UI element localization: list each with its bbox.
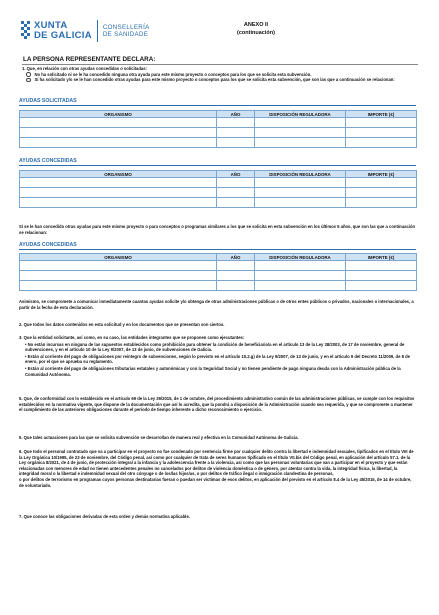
cell-input[interactable] — [255, 128, 346, 138]
cell-input[interactable] — [217, 188, 255, 198]
cell-input[interactable] — [217, 281, 255, 291]
cell-input[interactable] — [217, 138, 255, 148]
logo-name — [34, 21, 92, 41]
sub-item-tributarias: • Están al corriente del pago de obligaciones tributarias estatales y autonómicas y con la Seguridad Social y no tienen pendiente de pago ninguna deuda con la Administración pública de la Comunidad Autónoma. — [25, 365, 401, 377]
radio-yes-aid[interactable] — [26, 78, 31, 83]
option-yes-aid[interactable] — [26, 77, 412, 83]
col-organismo: ORGANISMO — [20, 254, 217, 261]
cell-input[interactable] — [346, 178, 417, 188]
declaration-item-6 — [19, 449, 417, 488]
cell-input[interactable] — [346, 281, 417, 291]
declaration-item-5a: 5. Que, de conformidad con lo establecido en el artículo 69 de la Ley 39/2015, de 1 de octubre, del procedimiento administrativo común de las administraciones públicas, se cumple con los requisitos establecidos en la normativa vigente, que dispone de la documentación que así lo acredita, que la pondrá a disposición de la Administración cuando sea requerida, y que se compromete a mantener el cumplimiento de las anteriores obligaciones durante el período de tiempo inherente a dicho reconocimiento o ejercicio. — [19, 396, 415, 413]
dept-line2: DE SANIDADE — [102, 31, 149, 38]
section-concedidas2-title: AYUDAS CONCEDIDAS — [19, 242, 77, 248]
cell-input[interactable] — [20, 178, 217, 188]
table-row — [20, 271, 417, 281]
cell-input[interactable] — [20, 281, 217, 291]
cell-input[interactable] — [346, 198, 417, 208]
sub-item-prohibitions: • No están incursas en ninguna de las supuestos establecidos como prohibición para obtener la condición de beneficiario/a en el artículo 13 de la Ley 38/2003, de 17 de noviembre, general de subvenciones, y en el artículo 10 de la Ley 9/2007, de 13 de junio, de subvenciones de Galicia. — [25, 341, 405, 353]
section-concedidas-rule — [19, 165, 416, 166]
col-ano: AÑO — [217, 254, 255, 261]
col-organismo: ORGANISMO — [20, 111, 217, 118]
cell-input[interactable] — [346, 261, 417, 271]
xunta-logo — [20, 20, 150, 42]
logo-separator — [97, 20, 98, 42]
annex-subtitle: (continuación) — [237, 30, 275, 36]
asimismo-text: Asimismo, se compromete a comunicar inmediatamente cuantas ayudas solicite y/o obtenga de otras administraciones públicas o de otros entes públicos o privados, nacionales o internacionales, a partir de la fecha de esta declaración. — [19, 299, 414, 310]
declaration-item-6-cont: o por delitos de terrorismo en programas cuyos personas destinatarias fueran o puedan ser víctimas de esos delitos, en aplicación del previsto en el artículo 8.4 de la Ley 45/2015, de 14 de octubre, de voluntariado. — [19, 476, 412, 488]
col-disposicion: DISPOSICIÓN REGULADORA — [255, 171, 346, 178]
cell-input[interactable] — [20, 128, 217, 138]
cell-input[interactable] — [20, 188, 217, 198]
cell-input[interactable] — [217, 128, 255, 138]
cell-input[interactable] — [346, 188, 417, 198]
declaration-item-3 — [19, 335, 417, 377]
col-importe: IMPORTE (€) — [346, 111, 417, 118]
section-solicitadas-rule — [19, 105, 416, 106]
cell-input[interactable] — [255, 138, 346, 148]
cell-input[interactable] — [20, 261, 217, 271]
cell-input[interactable] — [217, 261, 255, 271]
declaration-item-2: 2. Que todos los datos contenidos en esta solicitud y en los documentos que se presentan son ciertos. — [19, 322, 225, 327]
table-row — [20, 138, 417, 148]
declara-title: LA PERSONA REPRESENTANTE DECLARA: — [23, 56, 156, 63]
cell-input[interactable] — [20, 138, 217, 148]
cell-input[interactable] — [217, 271, 255, 281]
col-organismo: ORGANISMO — [20, 171, 217, 178]
col-disposicion: DISPOSICIÓN REGULADORA — [255, 254, 346, 261]
cell-input[interactable] — [255, 178, 346, 188]
logo-name-line1: XUNTA — [34, 20, 68, 31]
dept-line1: CONSELLERÍA — [102, 24, 150, 31]
question-1-label: 1. Que, en relación con otras ayudas concedidas o solicitadas: — [22, 66, 147, 71]
col-ano: AÑO — [217, 111, 255, 118]
table-concedidas-5-anos — [19, 253, 417, 291]
table-row — [20, 128, 417, 138]
declaration-item-5b: 5. Que tales actuaciones para las que se solicita subvención se desarrollan de manera real y efectiva en la Comunidad Autónoma de Galicia. — [19, 435, 299, 440]
page-header — [20, 20, 420, 50]
cell-input[interactable] — [346, 138, 417, 148]
cell-input[interactable] — [20, 198, 217, 208]
declaration-item-6-text: 6. Que todo el personal contratado que va a participar en el proyecto no fue condenado por sentencia firme por cualquier delito contra la libertad e indemnidad sexuales, tipificados en el título VIII de la Ley Orgánica 10/1995, de 23 de noviembre, del Código penal, así como por cualquier de trata de seres humanos tipificado en el título VII.bis del Código penal, en aplicación del artículo 57.1. de la Ley orgánica 8/2021, de 4 de junio, de protección integral a la infancia y la adolescencia frente a la violencia, así como que las personas voluntarias que van a participar en el proyecto y que están relacionadas con menores de edad no tienen antecedentes penales no cancelados por delitos de violencia doméstica o de género, por atentar contra la vida, la integridad física, la libertad, la integridad moral o la libertad e indemnidad sexual del otro cónyuge o de los/las hijos/as, o por delitos de tráfico ilegal o inmigración clandestina de personas, — [19, 449, 414, 477]
table-row — [20, 188, 417, 198]
cell-input[interactable] — [346, 128, 417, 138]
department-name — [103, 24, 150, 38]
declaration-item-7: 7. Que conoce las obligaciones derivadas de esta orden y demás normativa aplicable. — [19, 514, 190, 519]
cell-input[interactable] — [217, 178, 255, 188]
question-1 — [22, 66, 412, 83]
cell-input[interactable] — [255, 261, 346, 271]
section-concedidas-title: AYUDAS CONCEDIDAS — [19, 158, 77, 164]
col-disposicion: DISPOSICIÓN REGULADORA — [255, 111, 346, 118]
cell-input[interactable] — [20, 118, 217, 128]
option-yes-aid-label: Sí ha solicitado y/o se le han concedido otras ayudas para este mismo proyecto o conceptos para los que se solicita esta subvención, que son las que a continuación se relacionan: — [34, 77, 395, 83]
table-row — [20, 261, 417, 271]
declara-divider — [22, 64, 418, 65]
col-ano: AÑO — [217, 171, 255, 178]
col-importe: IMPORTE (€) — [346, 171, 417, 178]
cell-input[interactable] — [255, 281, 346, 291]
logo-name-line2: DE GALICIA — [34, 30, 92, 41]
col-importe: IMPORTE (€) — [346, 254, 417, 261]
declaration-item-3-label: 3. Que la entidad solicitante, así como, en su caso, las entidades integrantes que se proponen como ejecutantes: — [19, 335, 245, 340]
annex-heading — [216, 21, 296, 37]
cell-input[interactable] — [346, 271, 417, 281]
table-row — [20, 198, 417, 208]
cell-input[interactable] — [255, 271, 346, 281]
annex-title: ANEXO II — [243, 22, 269, 28]
section-concedidas2-rule — [19, 249, 416, 250]
table-row — [20, 178, 417, 188]
table-row — [20, 118, 417, 128]
cell-input[interactable] — [255, 198, 346, 208]
table-concedidas — [19, 170, 417, 208]
cell-input[interactable] — [255, 118, 346, 128]
xunta-emblem-icon — [20, 20, 31, 42]
cell-input[interactable] — [255, 188, 346, 198]
cell-input[interactable] — [346, 118, 417, 128]
cell-input[interactable] — [217, 118, 255, 128]
sub-item-reintegro: • Están al corriente del pago de obligaciones por reintegro de subvenciones, según lo previsto en el artículo 10.2.g) de la Ley 9/2007, de 13 de junio, y en el artículo 9 del Decreto 11/2009, de 8 de enero, por el que se aprueba su reglamento. — [25, 353, 410, 365]
table-row — [20, 281, 417, 291]
cell-input[interactable] — [20, 271, 217, 281]
cell-input[interactable] — [217, 198, 255, 208]
option-no-aid-label: No ha solicitado ni se le ha concedido ninguna otra ayuda para este mismo proyecto o conceptos para los que se solicita esta subvención. — [34, 71, 312, 77]
radio-no-aid[interactable] — [26, 72, 31, 77]
section-solicitadas-title: AYUDAS SOLICITADAS — [19, 98, 77, 104]
other-aids-text: Sí se le han concedido otras ayudas para este mismo proyecto o para conceptos o programas similares a los que se solicita en esta subvención en los últimos 5 años, que son las que a continuación se relacionan: — [19, 224, 416, 235]
table-solicitadas — [19, 110, 417, 148]
